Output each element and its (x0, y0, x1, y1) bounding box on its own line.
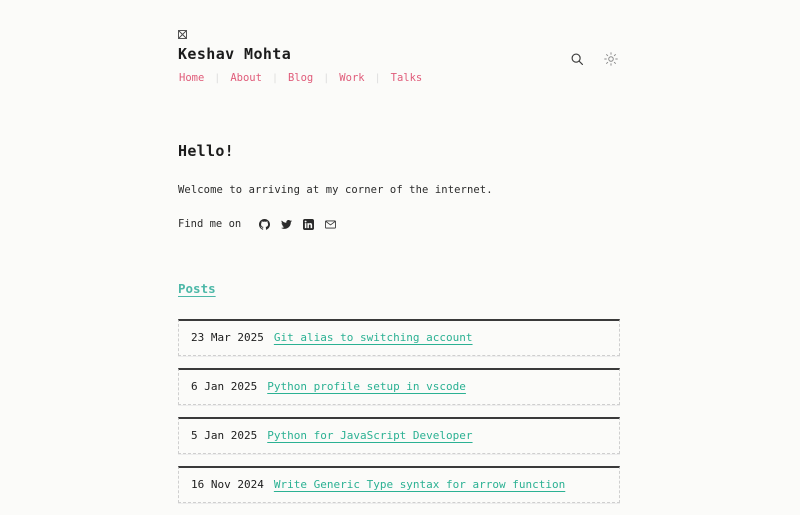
twitter-icon[interactable] (281, 219, 292, 230)
linkedin-icon[interactable] (303, 219, 314, 230)
nav-separator: | (271, 72, 278, 84)
boxed-x-logo-icon[interactable] (178, 30, 187, 39)
post-title-link[interactable]: Write Generic Type syntax for arrow function (273, 478, 566, 491)
post-list-item[interactable] (178, 466, 620, 503)
post-title-link[interactable]: Python profile setup in vscode (267, 380, 466, 393)
nav-separator: | (214, 72, 221, 84)
nav-item-blog[interactable]: Blog (287, 72, 314, 84)
post-list-item[interactable] (178, 417, 620, 454)
post-date: 23 Mar 2025 (191, 331, 264, 344)
post-date: 16 Nov 2024 (191, 478, 264, 491)
nav-item-talks[interactable]: Talks (390, 72, 423, 84)
nav-item-home[interactable]: Home (179, 72, 205, 84)
post-date: 5 Jan 2025 (191, 429, 258, 442)
nav-separator: | (374, 72, 381, 84)
content-container (178, 30, 620, 515)
post-title-link[interactable]: Git alias to switching account (273, 331, 473, 344)
email-icon[interactable] (325, 219, 336, 230)
github-icon[interactable] (259, 219, 270, 230)
nav-item-work[interactable]: Work (339, 72, 365, 84)
main-content (178, 142, 620, 503)
post-list (178, 319, 620, 503)
site-header (178, 30, 620, 92)
site-title: Keshav Mohta (178, 45, 292, 63)
search-icon[interactable] (568, 50, 586, 68)
post-list-item[interactable] (178, 368, 620, 405)
nav-separator: | (323, 72, 330, 84)
nav-item-about[interactable]: About (230, 72, 262, 84)
social-links (259, 219, 336, 230)
post-title-link[interactable]: Python for JavaScript Developer (267, 429, 473, 442)
header-actions (568, 50, 620, 68)
posts-heading-link[interactable]: Posts (178, 281, 216, 296)
posts-section-header (178, 278, 620, 297)
welcome-text: Welcome to arriving at my corner of the internet. (178, 184, 493, 196)
page-title: Hello! (178, 142, 234, 160)
post-list-item[interactable] (178, 319, 620, 356)
find-me-label: Find me on (178, 218, 242, 230)
primary-nav (178, 72, 620, 84)
sun-theme-toggle-icon[interactable] (602, 50, 620, 68)
find-me-row (178, 218, 620, 230)
post-date: 6 Jan 2025 (191, 380, 258, 393)
